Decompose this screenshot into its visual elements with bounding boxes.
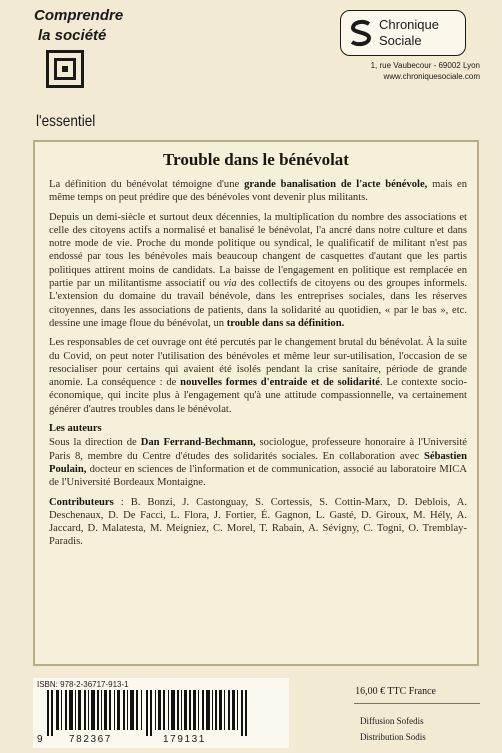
paragraph-3: Les responsables de cet ouvrage ont été percutés par le changement brutal du bénévolat. À la suite du Covid, on peut noter l'utilisation des bénévoles et même leur sur-utilisation, l'occasion de se resocialiser pour certains qui avaient été isolés pendant la crise sanitaire, période de grande anomie. La conséquence : de nouvelles formes d'entraide et de solidarité. Le contexte socio-économique, qui incite plus à l'engagement qu'à une attitude compassionnelle, va certainement générer d'autres troubles dans le bénévolat. [49,337,467,415]
publisher-contact [340,60,480,82]
distribution-label: Distribution Sodis [360,732,426,742]
series-line-2: la société [38,27,107,44]
publisher-name-line-2: Sociale [379,33,422,48]
publisher-logo [340,10,466,56]
price-divider [354,703,480,704]
book-title: Trouble dans le bénévolat [163,150,349,169]
barcode-digits-right: 179131 [163,734,206,745]
diffusion-label: Diffusion Sofedis [360,716,424,726]
publisher-website: www.chroniquesociale.com [383,72,480,81]
publisher-address: 1, rue Vaubecour - 69002 Lyon [370,61,480,70]
description-text [49,178,467,555]
barcode-digit-first: 9 [37,734,43,745]
barcode-digits-left: 782367 [69,734,112,745]
series-logo-icon [46,50,84,88]
price-label: 16,00 € TTC France [355,686,436,697]
authors-heading: Les auteurs [49,423,102,435]
description-box [33,140,479,666]
distribution-info [360,713,426,745]
series-title [34,6,123,46]
paragraph-1: La définition du bénévolat témoigne d'une grande banalisation de l'acte bénévole, mais en même temps on peut prédire que des bénévoles vont devenir plus militants. [49,179,467,204]
contributors-paragraph: Contributeurs : B. Bonzi, J. Castonguay, S. Cortessis, S. Cottin-Marx, D. Deblois, A. Deschenaux, D. De Facci, L. Flora, J. Fortier, É. Gagnon, L. Gasté, D. Giroux, M. Hély, A. Jaccard, D. Malatesta, M. Meigniez, C. Morel, T. Rabain, A. Sévigny, C. Togni, O. Tremblay-Paradis. [49,496,467,548]
authors-paragraph: Sous la direction de Dan Ferrand-Bechmann, sociologue, professeure honoraire à l'Université Paris 8, membre du Centre d'études des solidarités sociales. En collaboration avec Sébastien Poulain, docteur en sciences de l'information et de communication, associé au laboratoire MICA de l'Université Bordeaux Montaigne. [49,437,468,489]
paragraph-2: Depuis un demi-siècle et surtout deux décennies, la multiplication du nombre des associations et celle des citoyens actifs a normalisé et banalisé le bénévolat, l'a ancré dans notre culture et dans notre mode de vie. Proche du monde politique ou syndical, le qualificatif de militant n'est pas endossé par tous les bénévoles mais beaucoup changent de casquettes d'autant que les partis politiques attirent moins de candidats. La baisse de l'engagement en politique est remplacée en partie par un militantisme associatif ou via des collectifs de citoyens ou des groupes informels. L'extension du domaine du travail bénévole, dans les entreprises sociales, dans les réserves citoyennes, dans les associations de patients, dans la solidarité au quotidien, « par le bas », etc. dessine une image floue du bénévolat, un trouble dans sa définition. [49,211,467,329]
isbn-label: ISBN: 978-2-36717-913-1 [37,680,129,689]
series-line-1: Comprendre [34,7,124,24]
publisher-name [379,17,439,49]
collection-name: l'essentiel [36,113,96,130]
publisher-mark-icon [349,19,373,47]
publisher-name-line-1: Chronique [379,17,439,32]
